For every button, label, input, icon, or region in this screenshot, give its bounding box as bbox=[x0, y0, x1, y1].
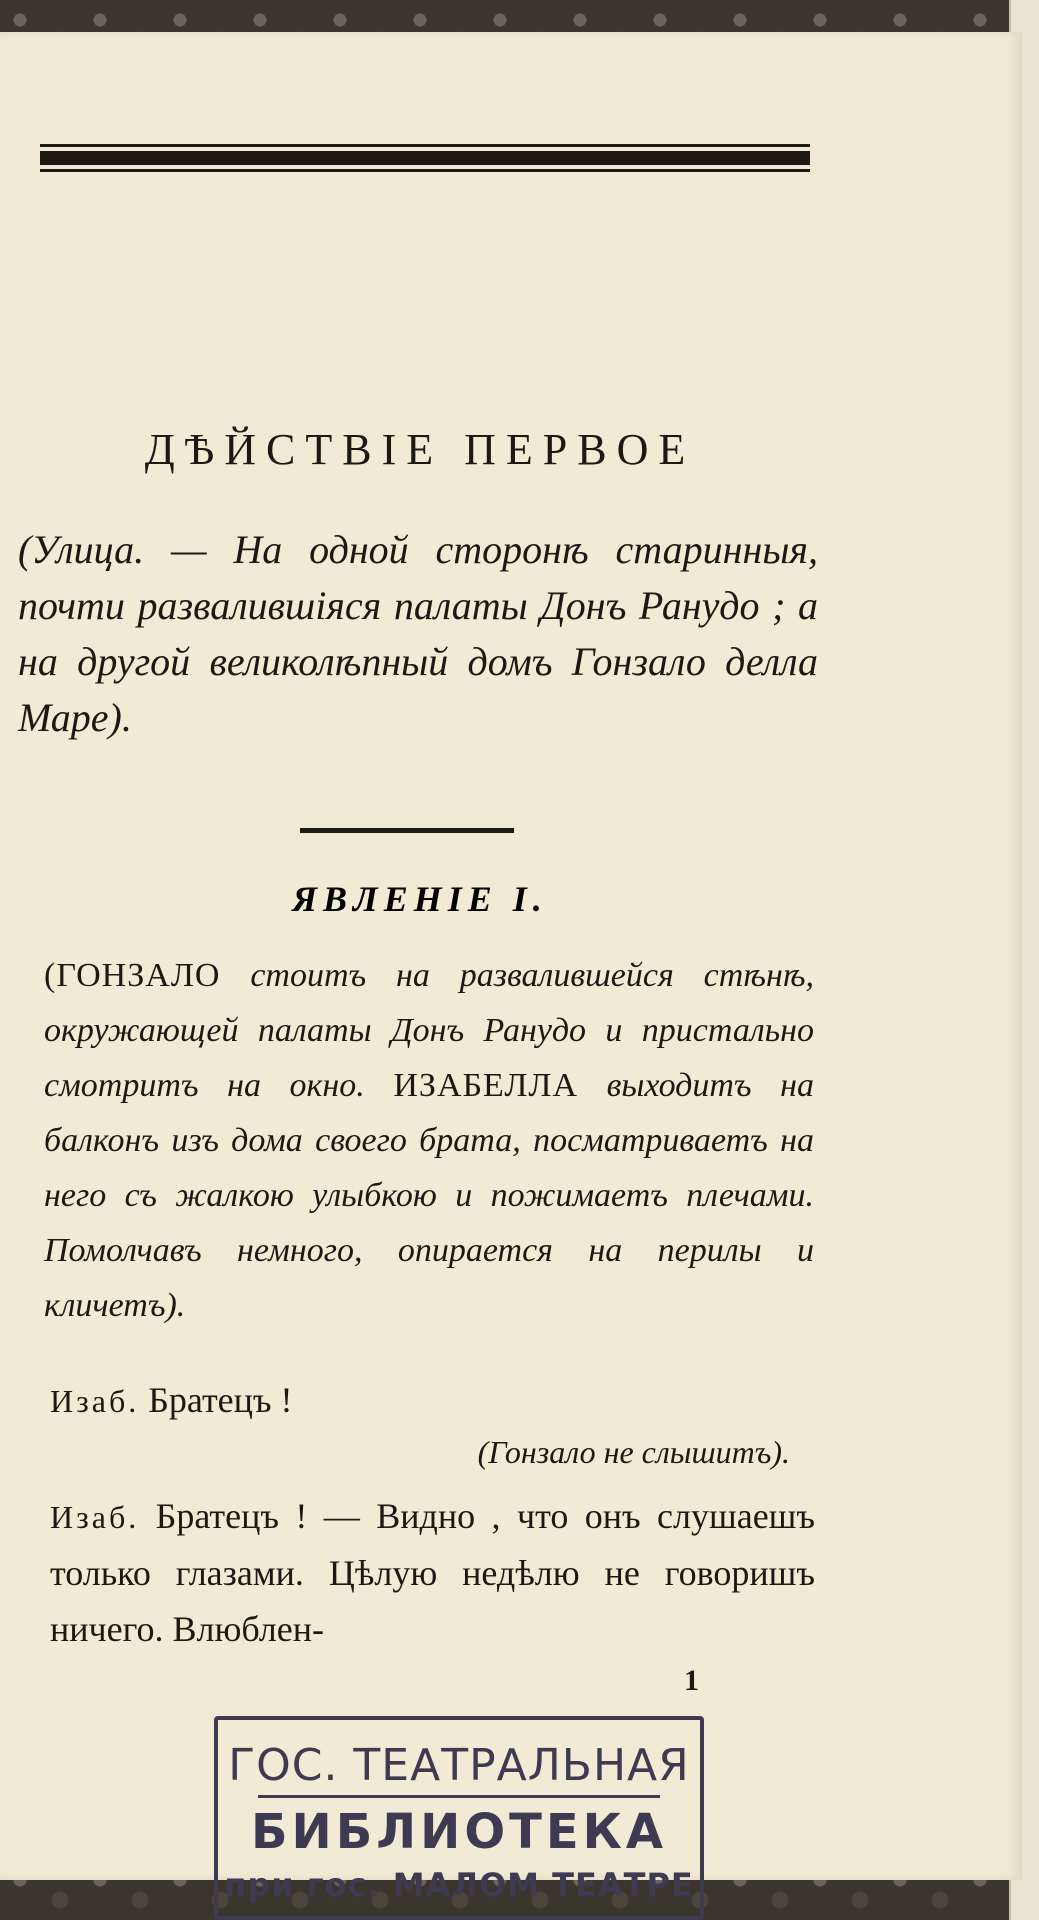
character-name: (ГОНЗАЛО bbox=[44, 957, 221, 994]
dialogue-text: Братецъ ! — Видно , что онъ слушаешъ только глазами. Цѣлую недѣлю не говоришъ ничего. Влюблен- bbox=[50, 1496, 816, 1649]
dialogue-text: Братецъ ! bbox=[148, 1380, 293, 1420]
section-divider bbox=[300, 828, 514, 833]
stamp-line-2: БИБЛИОТЕКА bbox=[250, 1804, 668, 1860]
dialogue-line bbox=[50, 1488, 815, 1657]
library-stamp bbox=[214, 1716, 704, 1920]
page-number: 1 bbox=[684, 1664, 699, 1697]
stage-direction-text: стоитъ на развалившейся стѣнѣ, окружающей палаты Донъ Ранудо и пристально смотритъ на окно. bbox=[44, 957, 814, 1104]
rule-thick bbox=[40, 151, 810, 165]
act-title: ДѢЙСТВІЕ ПЕРВОЕ bbox=[144, 425, 696, 474]
stage-direction bbox=[44, 948, 814, 1333]
rule-thin-top bbox=[40, 144, 810, 147]
scene-title: ЯВЛЕНІЕ I. bbox=[292, 879, 548, 919]
rule-thin-bottom bbox=[40, 169, 810, 172]
scene-description: (Улица. — На одной сторонѣ старинныя, почти развалившіяся палаты Донъ Ранудо ; а на другой великолѣпный домъ Гонзало делла Маре). bbox=[18, 527, 818, 740]
speaker-label: Изаб. bbox=[50, 1383, 140, 1419]
stamp-line-1: ГОС. ТЕАТРАЛЬНАЯ bbox=[228, 1740, 690, 1791]
book-page bbox=[0, 32, 1022, 1904]
speaker-label: Изаб. bbox=[50, 1499, 140, 1535]
stamp-underline bbox=[258, 1795, 660, 1798]
dialogue-line bbox=[50, 1372, 815, 1429]
stage-direction-text: выходитъ на балконъ изъ дома своего брата, посматриваетъ на него съ жалкою улыбкою и пожимаетъ плечами. Помолчавъ немного, опирается на перилы и кличетъ). bbox=[44, 1067, 814, 1324]
stamp-line-3: при гос. МАЛОМ ТЕАТРЕ bbox=[224, 1866, 694, 1904]
stage-direction-inline: (Гонзало не слышитъ). bbox=[477, 1434, 790, 1470]
character-name: ИЗАБЕЛЛА bbox=[393, 1067, 579, 1104]
decorative-rule bbox=[40, 144, 810, 172]
